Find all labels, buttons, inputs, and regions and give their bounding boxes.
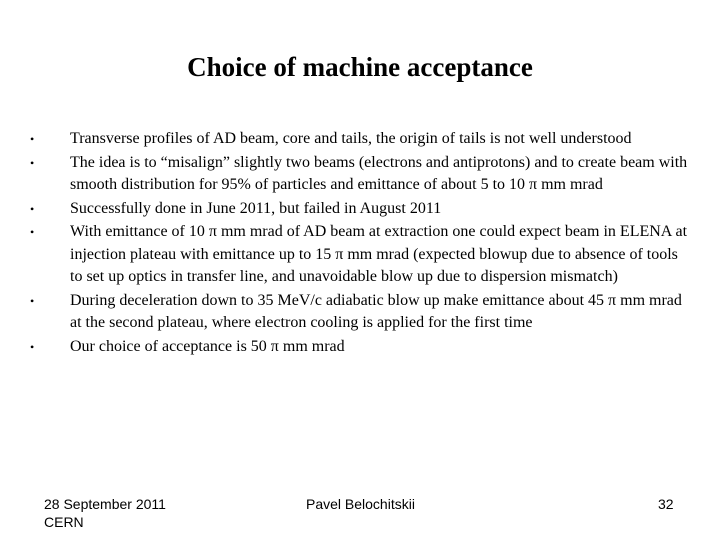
page-number: 32 (658, 496, 674, 512)
footer-date (44, 495, 166, 531)
footer-author: Pavel Belochitskii (306, 496, 415, 512)
bullet-text: With emittance of 10 π mm mrad of AD beam at extraction one could expect beam in ELENA at injection plateau with emittance up to 15 π mm mrad (expected blowup due to absence of tools to set up optics in transfer line, and unavoidable blow up due to dispersion mismatch) (70, 223, 688, 285)
bullet-dot-icon: • (30, 293, 35, 308)
bullet-item (30, 128, 690, 151)
slide-title: Choice of machine acceptance (187, 52, 533, 82)
bullet-dot-icon: • (30, 225, 35, 239)
bullet-item (30, 152, 690, 197)
bullet-item (30, 198, 690, 221)
footer-date-text: 28 September 2011 (44, 496, 166, 512)
bullet-text: Transverse profiles of AD beam, core and tails, the origin of tails is not well understood (70, 130, 632, 147)
bullet-item (30, 221, 690, 289)
bullet-item (30, 290, 690, 335)
bullet-text: During deceleration down to 35 MeV/c adiabatic blow up make emittance about 45 π mm mrad at the second plateau, where electron cooling is applied for the first time (70, 291, 682, 331)
bullet-dot-icon: • (30, 339, 35, 354)
bullet-list (30, 128, 690, 359)
footer-org-text: CERN (44, 514, 84, 530)
bullet-text: Our choice of acceptance is 50 π mm mrad (70, 337, 345, 355)
bullet-dot-icon: • (30, 132, 35, 146)
bullet-dot-icon: • (30, 155, 35, 170)
bullet-text: Successfully done in June 2011, but failed in August 2011 (70, 199, 442, 217)
bullet-item (30, 336, 690, 359)
bullet-text: The idea is to “misalign” slightly two beams (electrons and antiprotons) and to create beam with smooth distribution for 95% of particles and emittance of about 5 to 10 π mm mrad (70, 153, 688, 193)
bullet-dot-icon: • (30, 201, 35, 216)
